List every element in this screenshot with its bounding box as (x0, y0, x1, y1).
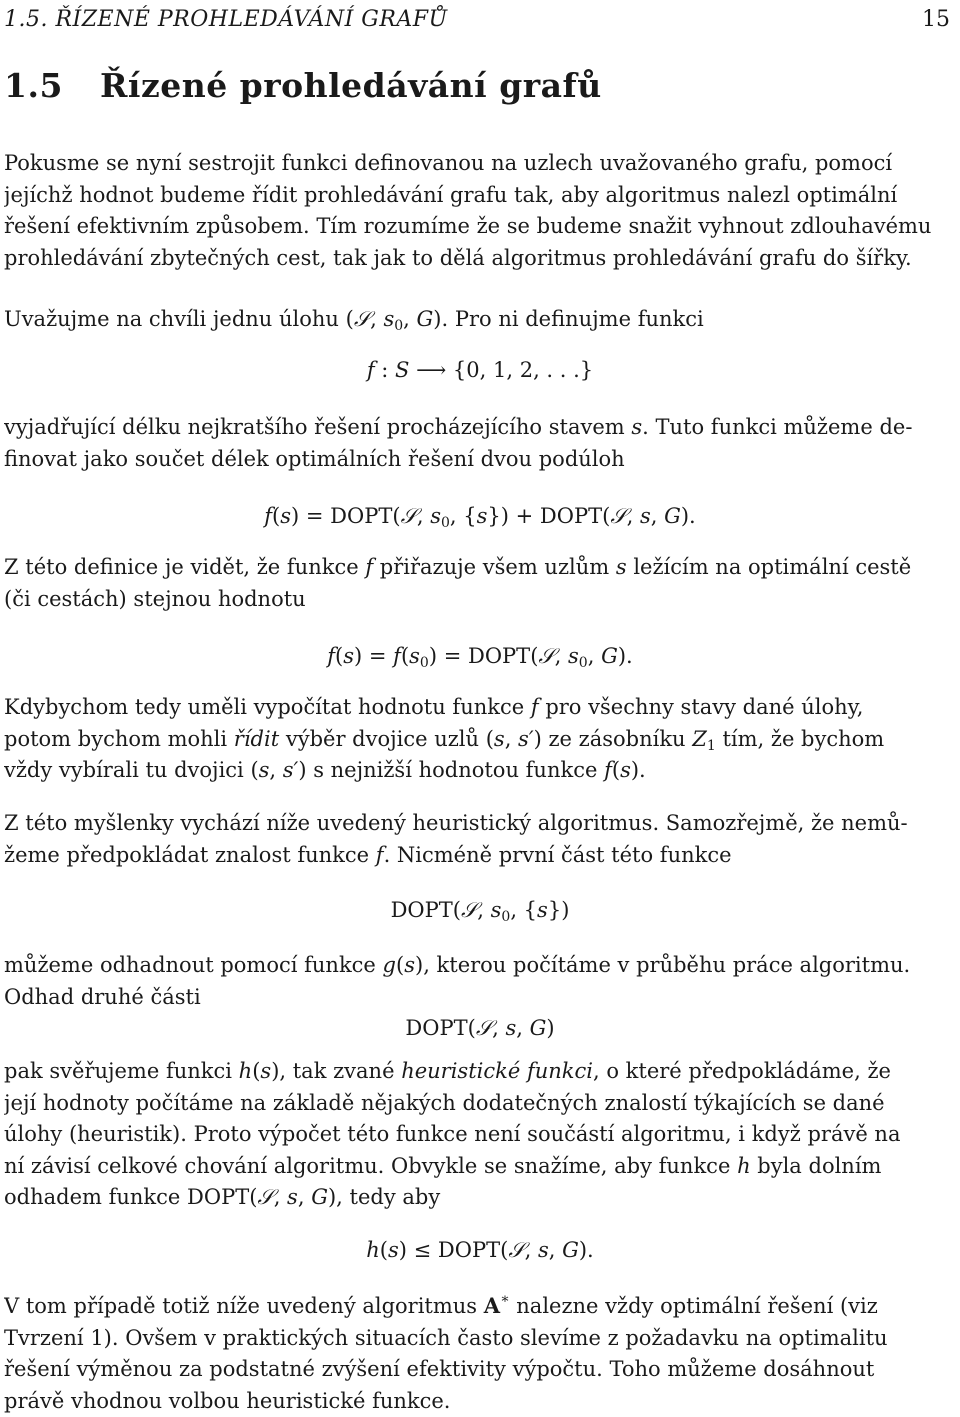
text-line: V tom případě totiž níže uvedený algoritmus A∗ nalezne vždy optimální řešení (viz (4, 1290, 955, 1323)
text-line: Uvažujme na chvíli jednu úlohu (𝒮, $s_0$, G). Pro ni definujme funkci (4, 304, 955, 336)
text-line: ní závisí celkové chování algoritmu. Obvykle se snažíme, aby funkce h byla dolním (4, 1151, 955, 1183)
paragraph-g-estimate (4, 950, 955, 1013)
paragraph-a-star (4, 1290, 955, 1417)
paragraph-task (4, 304, 955, 336)
running-header (4, 4, 954, 36)
text-line: úlohy (heuristik). Proto výpočet této funkce není součástí algoritmu, i když právě na (4, 1119, 955, 1151)
paragraph-definition-consequence (4, 552, 955, 615)
equation-f-constant: $f(s) = f(s_0)$ = DOPT(𝒮, $s_0$, G). (0, 640, 960, 672)
paragraph-guided-choice (4, 692, 955, 787)
text-line: Z této myšlenky vychází níže uvedený heuristický algoritmus. Samozřejmě, že nemů- (4, 808, 955, 840)
text-line: řešení výměnou za podstatné zvýšení efektivity výpočtu. Toho můžeme dosáhnout (4, 1354, 955, 1386)
paragraph-heuristic-function (4, 1056, 955, 1214)
text-line: Odhad druhé části (4, 982, 955, 1014)
text-line: právě vhodnou volbou heuristické funkce. (4, 1386, 955, 1417)
paragraph-intro (4, 148, 955, 274)
equation-f-definition: f : S ⟶ {0, 1, 2, . . .} (0, 354, 960, 386)
text-line: vyjadřující délku nejkratšího řešení procházejícího stavem s. Tuto funkci můžeme de- (4, 412, 955, 444)
paragraph-f-meaning (4, 412, 955, 475)
text-line: žeme předpokládat znalost funkce f. Nicméně první část této funkce (4, 840, 955, 872)
text-line: finovat jako součet délek optimálních řešení dvou podúloh (4, 444, 955, 476)
running-header-title: 1.5. ŘÍZENÉ PROHLEDÁVÁNÍ GRAFŮ (4, 4, 448, 36)
text-line: odhadem funkce DOPT(𝒮, s, G), tedy aby (4, 1182, 955, 1214)
text-line: Kdybychom tedy uměli vypočítat hodnotu funkce f pro všechny stavy dané úlohy, (4, 692, 955, 724)
equation-h-lower-bound: h(s) ≤ DOPT(𝒮, s, G). (0, 1234, 960, 1266)
text-line: její hodnoty počítáme na základě nějakých dodatečných znalostí týkajících se dané (4, 1088, 955, 1120)
text-line: Tvrzení 1). Ovšem v praktických situacích často slevíme z požadavku na optimalitu (4, 1323, 955, 1355)
text-line: řešení efektivním způsobem. Tím rozumíme že se budeme snažit vyhnout zdlouhavému (4, 211, 955, 243)
equation-dopt-first-part: DOPT(𝒮, $s_0$, {s}) (0, 894, 960, 926)
equation-f-sum: f(s) = DOPT(𝒮, $s_0$, {s}) + DOPT(𝒮, s, G). (0, 500, 960, 532)
paragraph-heuristic-idea (4, 808, 955, 871)
text-line: vždy vybírali tu dvojici (s, s′) s nejnižší hodnotou funkce f(s). (4, 755, 955, 787)
text-line: prohledávání zbytečných cest, tak jak to dělá algoritmus prohledávání grafu do šířky. (4, 243, 955, 275)
text-line: Z této definice je vidět, že funkce f přiřazuje všem uzlům s ležícím na optimální cestě (4, 552, 955, 584)
section-title-text: Řízené prohledávání grafů (100, 66, 602, 105)
text-line: potom bychom mohli řídit výběr dvojice uzlů (s, s′) ze zásobníku $Z_1$ tím, že bychom (4, 724, 955, 756)
page-number: 15 (922, 4, 950, 36)
text-line: můžeme odhadnout pomocí funkce g(s), kterou počítáme v průběhu práce algoritmu. (4, 950, 955, 982)
section-title (4, 64, 602, 108)
equation-dopt-second-part: DOPT(𝒮, s, G) (0, 1012, 960, 1044)
text-line: pak svěřujeme funkci h(s), tak zvané heuristické funkci, o které předpokládáme, že (4, 1056, 955, 1088)
text-line: jejíchž hodnot budeme řídit prohledávání grafu tak, aby algoritmus nalezl optimální (4, 180, 955, 212)
text-line: Pokusme se nyní sestrojit funkci definovanou na uzlech uvažovaného grafu, pomocí (4, 148, 955, 180)
text-line: (či cestách) stejnou hodnotu (4, 584, 955, 616)
section-number: 1.5 (4, 64, 100, 108)
